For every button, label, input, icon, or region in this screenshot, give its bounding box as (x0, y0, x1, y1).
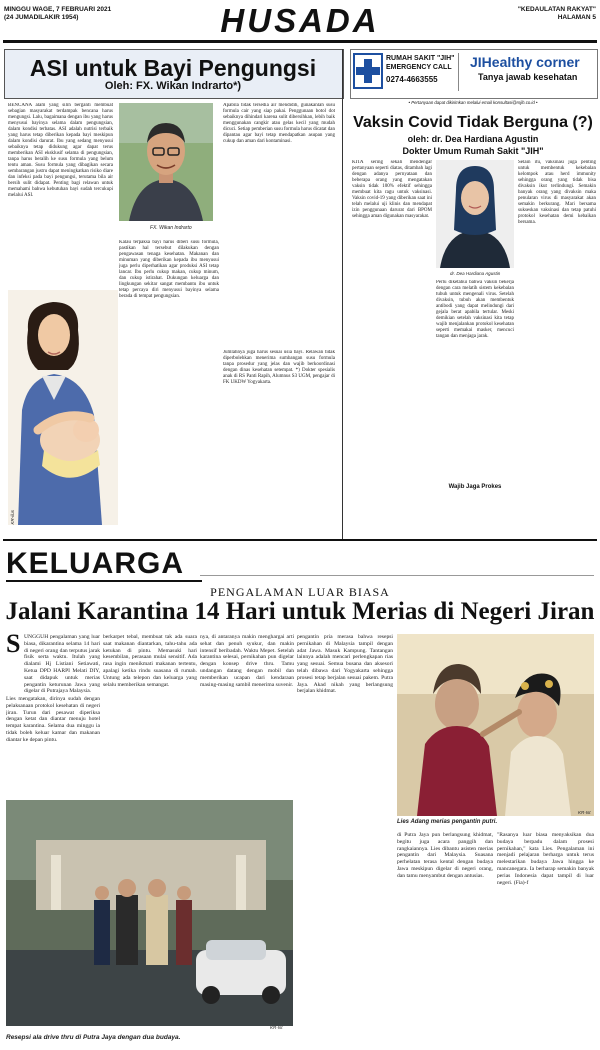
dropcap: S (6, 629, 21, 658)
masthead-rule (3, 40, 597, 43)
vaksin-author-photo (436, 160, 514, 268)
vaksin-col1: KITA sering sekali mendengar pertanyaan seperti diatas, ditambah lagi dengan adanya pernyataan dan beberapa orang yang mengatakan vaksin tidak 100% efektif sehingga membuat kita ragu untuk vaksinasi. Vaksin covid-19 yang diberikan saat ini telah melalui uji klinis dan mendapat izin penggunaan darurat dari BPOM sehingga aman digunakan masyarakat. (352, 160, 432, 219)
photo2-caption: Lies Adang merias pengantin putri. (397, 819, 498, 825)
asi-col3: Apabila tidak tersedia air mendidih, gunakanlah susu formula cair yang siap pakai. Penggunaan botol dot sebaiknya dihindari karena sulit dibersihkan, lebih baik menggunakan cangkir atau gelas kecil yang mudah dicuci. Setiap pemberian susu formula harus dicatat dan dipantau agar bayi tetap mendapatkan asupan yang cukup dan aman dari kontaminasi. (223, 103, 335, 144)
hotline-tag: Tanya jawab kesehatan (478, 72, 578, 82)
keluarga-rule (6, 580, 202, 582)
keluarga-top-rule (3, 539, 597, 541)
vaksin-role: Dokter Umum Rumah Sakit "JIH" (402, 146, 544, 156)
keluarga-lead: UNGGUH pengalaman yang luar biasa, dikarantina selama 14 hari di negeri orang dan terputus jarak fisik serta waktu. Itulah yang dialami Hj Listiani Setiawati, Ketua DPD HARPI Melati DIY, saat didapuk untuk merias pengantin keturunan Jawa yang digelar di Putrajaya Malaysia. (24, 634, 100, 694)
photo1-credit: KR-Ist (270, 1025, 283, 1030)
asi-author-photo (119, 103, 213, 221)
masthead-jawa-date: (24 JUMADILAKIR 1954) (4, 14, 79, 21)
hotline-phone: 0274-4663555 (386, 75, 438, 84)
vaksin-byline: oleh: dr. Dea Hardiana Agustin (407, 134, 539, 144)
wedding-photo-rias (397, 634, 594, 816)
photo1-caption: Resepsi ala drive thru di Putra Jaya dengan dua budaya. (6, 1034, 181, 1041)
vaksin-col3: Selain itu, vaksinasi juga penting untuk membentuk kekebalan kelompok atau herd immunity sehingga orang yang tidak bisa divaksin ikut terlindungi. Semakin banyak orang yang divaksin maka penularan virus di masyarakat akan semakin berkurang. Mari bersama sukseskan vaksinasi dan tetap patuhi protokol kesehatan demi kebaikan bersama. (518, 160, 596, 225)
hotline-divider (458, 53, 459, 91)
asi-photo-caption: FX. Wikan Indrarto (150, 225, 192, 231)
asi-right-border (342, 49, 343, 539)
keluarga-col1b: Lies mengatakan, dirinya sudah dengan pelaksanaan protokol kesehatan di negeri jiran. Turun dari pesawat diperiksa dengan ketat dan diantar menuju hotel tempat karantina. Selama dua minggu ia tidak boleh keluar kamar dan makanan diantar ke depan pintu. (6, 696, 100, 743)
keluarga-col6: "Rasanya luar biasa menyaksikan dua budaya berpadu dalam prosesi pernikahan," kata Lies. Pengalaman ini menjadi pelajaran berharga untuk terus melestarikan budaya Jawa hingga ke mancanegara. Ia berharap semakin banyak perias Indonesia dapat tampil di luar negeri. (Fia)-f (497, 832, 594, 886)
masthead-paper: "KEDAULATAN RAKYAT" (517, 6, 596, 13)
keluarga-col2: berkarpet tebal, membuat tak ada suara saat makanan diantarkan, tahu-tahu ada ketukan di pintu. Memasuki hari kesembilan, perasaan mulai sensitif. Ada rasa ingin menikmati makanan tertentu, apalagi ketika rindu suasana di rumah. Untung ada telepon dan keluarga yang selalu memberikan semangat. (103, 634, 197, 688)
keluarga-col4: pengantin pria merasa bahwa resepsi pernikahan di Malaysia tampil dengan adat Jawa. Masuk Kampung. Tantangan lainnya adalah mencari perlengkapan rias yang sesuai. Semua busana dan aksesori telah dibawa dari Yogyakarta sehingga prosesi tetap berjalan sesuai pakem. Putra Jaya. Akad nikah yang berlangsung berjalan khidmat. (297, 634, 393, 695)
hotline-label-1: RUMAH SAKIT "JIH" (386, 55, 455, 62)
wedding-photo-drive-thru (6, 800, 293, 1026)
hotline-label-2: EMERGENCY CALL (386, 64, 452, 71)
asi-col1: BENCANA alam yang silih berganti membuat sebagian masyarakat terdampak bencana harus mengungsi. Lalu, bagaimana dengan ibu yang harus menyusui bayinya selama dalam pengungsian, dalam kondisi terbatas. ASI adalah nutrisi terbaik yang harus tetap diberikan kepada bayi meskipun dalam kondisi darurat. Ibu yang sedang menyusui sebaiknya tetap didukung agar dapat terus memberikan ASI eksklusif selama di pengungsian, tanpa harus beralih ke susu formula yang belum tentu aman. Susu formula yang dibagikan secara sembarangan justru dapat meningkatkan risiko diare dan infeksi pada bayi pengungsi, terutama bila air bersih sulit didapat. Penting bagi relawan untuk memahami bahwa kebutuhan bayi sudah tercukupi melalui ASI. (8, 103, 113, 198)
asi-byline: Oleh: FX. Wikan Indrarto*) (104, 80, 242, 92)
asi-title: ASI untuk Bayi Pengungsi (29, 55, 317, 81)
kicker: PENGALAMAN LUAR BIASA (210, 585, 390, 599)
mother-baby-illustration (8, 290, 118, 525)
section-title-husada: HUSADA (220, 2, 380, 39)
keluarga-col3: nya, di antaranya makin menghargai arti sehat dan penuh syukur, dan makin intensif beribadah. Waktu Mepet. Setelah karantina selesai, pernikahan pun digelar dengan konsep drive thru. Tamu undangan datang dengan mobil dan memberikan ucapan dari kendaraan masing-masing sambil menerima suvenir. (200, 634, 294, 688)
vaksin-col2: Perlu diketahui bahwa vaksin bekerja dengan cara melatih sistem kekebalan tubuh untuk mengenali virus. Setelah divaksin, tubuh akan membentuk antibodi yang dapat melindungi dari gejala berat apabila tertular. Meski demikian setelah vaksinasi kita tetap wajib menjalankan protokol kesehatan seperti memakai masker, mencuci tangan dan menjaga jarak. (436, 280, 514, 339)
kicker-rule (200, 575, 594, 576)
jih-logo-icon (353, 53, 383, 89)
vaksin-photo-caption: dr. Dea Hardiana Agustin (450, 271, 501, 276)
vaksin-title: Vaksin Covid Tidak Berguna (?) (353, 114, 593, 131)
illustration-credit: KR-ilus (10, 510, 15, 525)
masthead-date: MINGGU WAGE, 7 FEBRUARI 2021 (4, 6, 112, 13)
keluarga-col5: di Putra Jaya pun berlangsung khidmat, begitu juga acara panggih dan rangkaiannya. Lies dibantu asisten merias pengantin dari Malaysia. Suasana perhelatan terasa kental dengan budaya Jawa meskipun digelar di negeri orang, dan tamu menyambut dengan antusias. (397, 832, 493, 879)
masthead-page: HALAMAN 5 (557, 14, 596, 21)
keluarga-headline: Jalani Karantina 14 Hari untuk Merias di Negeri Jiran (5, 598, 595, 625)
hotline-brand: JIHealthy corner (470, 54, 580, 70)
asi-col2: Kalau terpaksa bayi harus diberi susu formula, pastikan hal tersebut dilakukan dengan pengawasan tenaga kesehatan. Makanan dan minuman yang diberikan kepada ibu menyusui juga perlu diperhatikan agar produksi ASI tetap lancar. Ibu perlu cukup makan, cukup minum, dan cukup istirahat. Dukungan keluarga dan lingkungan sekitar sangat membantu ibu untuk tetap percaya diri menyusui bayinya selama berada di tempat pengungsian. (119, 240, 219, 299)
asi-col4: Jumlahnya juga harus sesuai usia bayi. Relawan tidak diperbolehkan menerima sumbangan susu formula tanpa prosedur yang jelas dan wajib berkoordinasi dengan dinas kesehatan setempat. *) Dokter spesialis anak di RS Panti Rapih, Alumnus S3 UGM, pengajar di FK UKDW Yogyakarta. (223, 350, 335, 385)
vaksin-subhead: Wajib Jaga Prokes (448, 484, 502, 490)
hotline-note: • Pertanyaan dapat dikirimkan melalui email konsultasi@rsjih.co.id • (408, 100, 538, 105)
section-title-keluarga: KELUARGA (6, 547, 184, 580)
photo2-credit: KR-Ist (578, 810, 591, 815)
